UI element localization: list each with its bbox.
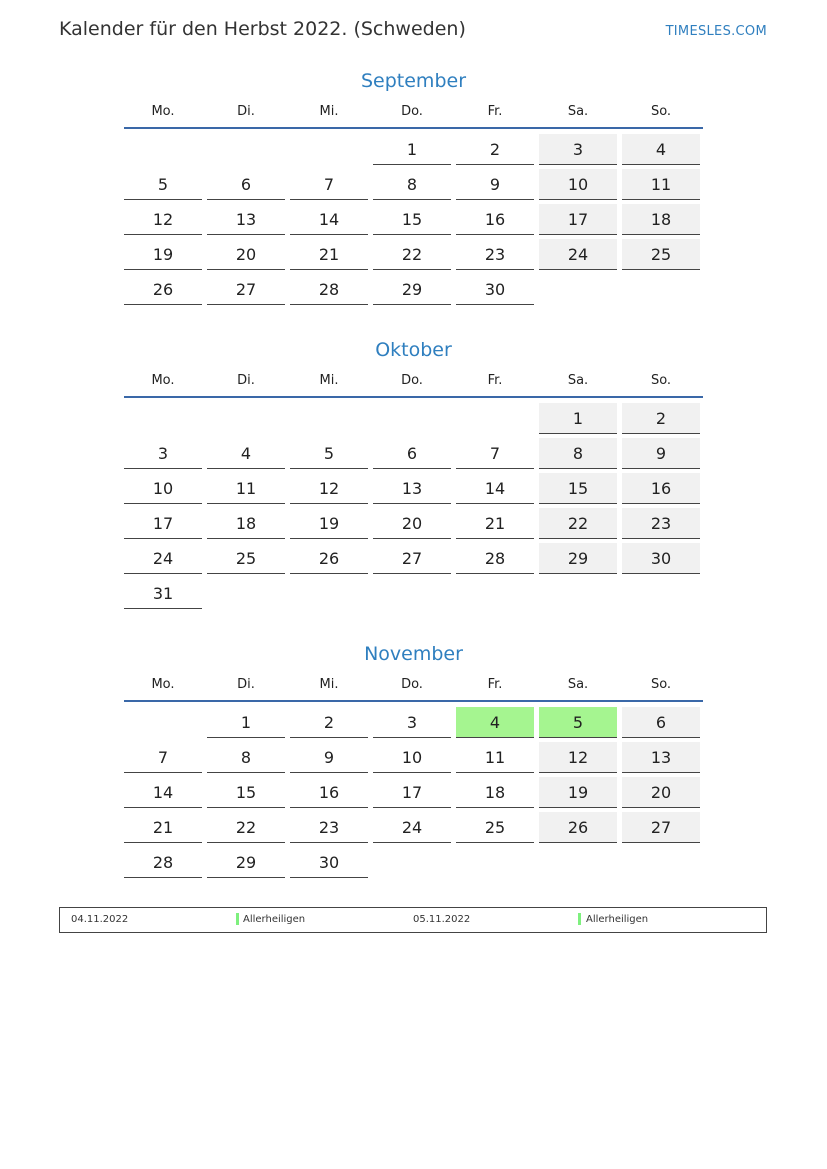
day-cell: 27 (373, 543, 451, 574)
weekday-label: Sa. (567, 677, 589, 692)
day-cell: 14 (124, 777, 202, 808)
weekday-header (124, 373, 703, 388)
day-cell: 17 (124, 508, 202, 539)
day-cell: 20 (373, 508, 451, 539)
weekday-label: Mi. (319, 677, 339, 692)
day-cell: 16 (622, 473, 700, 504)
day-cell: 9 (622, 438, 700, 469)
day-cell: 23 (456, 239, 534, 270)
day-cell: 13 (207, 204, 285, 235)
day-cell: 7 (290, 169, 368, 200)
day-cell: 15 (207, 777, 285, 808)
day-cell: 7 (456, 438, 534, 469)
day-cell: 3 (539, 134, 617, 165)
day-cell: 13 (622, 742, 700, 773)
day-cell: 6 (373, 438, 451, 469)
day-cell: 22 (539, 508, 617, 539)
day-cell: 15 (373, 204, 451, 235)
day-cell: 23 (622, 508, 700, 539)
day-cell: 15 (539, 473, 617, 504)
empty-cell (124, 707, 202, 738)
day-cell: 5 (124, 169, 202, 200)
day-cell: 28 (456, 543, 534, 574)
header-divider (124, 396, 703, 398)
day-cell: 8 (207, 742, 285, 773)
legend-holiday-name: Allerheiligen (243, 914, 306, 925)
day-cell: 21 (124, 812, 202, 843)
day-cell: 17 (373, 777, 451, 808)
day-cell: 25 (207, 543, 285, 574)
empty-cell (290, 134, 368, 165)
day-cell: 25 (456, 812, 534, 843)
day-cell: 30 (290, 847, 368, 878)
day-cell: 4 (207, 438, 285, 469)
day-cell: 14 (290, 204, 368, 235)
day-cell: 2 (290, 707, 368, 738)
month-september (124, 70, 703, 305)
day-grid (124, 134, 703, 305)
weekday-label: Mo. (151, 373, 175, 388)
day-cell: 3 (373, 707, 451, 738)
day-cell: 31 (124, 578, 202, 609)
weekday-label: Mi. (319, 104, 339, 119)
weekday-label: Sa. (567, 373, 589, 388)
day-cell: 17 (539, 204, 617, 235)
day-cell: 24 (124, 543, 202, 574)
day-cell: 27 (622, 812, 700, 843)
day-cell: 9 (290, 742, 368, 773)
day-cell: 19 (124, 239, 202, 270)
day-grid (124, 707, 703, 878)
day-cell: 29 (373, 274, 451, 305)
month-november (124, 643, 703, 878)
holiday-day-cell: 4 (456, 707, 534, 738)
day-cell: 28 (290, 274, 368, 305)
legend-date: 05.11.2022 (413, 914, 471, 925)
page-title: Kalender für den Herbst 2022. (Schweden) (59, 18, 466, 40)
day-cell: 6 (207, 169, 285, 200)
weekday-header (124, 104, 703, 119)
month-name: September (360, 70, 467, 92)
day-cell: 21 (456, 508, 534, 539)
weekday-label: Fr. (487, 104, 503, 119)
day-cell: 30 (622, 543, 700, 574)
day-cell: 27 (207, 274, 285, 305)
holiday-marker-icon (578, 913, 581, 925)
day-cell: 18 (207, 508, 285, 539)
day-cell: 10 (124, 473, 202, 504)
brand-link[interactable]: TIMESLES.COM (665, 24, 767, 39)
day-cell: 2 (456, 134, 534, 165)
day-cell: 11 (456, 742, 534, 773)
day-cell: 20 (622, 777, 700, 808)
legend-date: 04.11.2022 (71, 914, 129, 925)
day-cell: 3 (124, 438, 202, 469)
day-cell: 12 (539, 742, 617, 773)
holiday-legend (59, 907, 767, 933)
day-cell: 30 (456, 274, 534, 305)
day-cell: 10 (373, 742, 451, 773)
header-divider (124, 700, 703, 702)
day-cell: 21 (290, 239, 368, 270)
day-cell: 16 (290, 777, 368, 808)
day-cell: 26 (124, 274, 202, 305)
weekday-label: Do. (401, 104, 423, 119)
day-cell: 1 (539, 403, 617, 434)
weekday-label: Fr. (487, 373, 503, 388)
empty-cell (207, 134, 285, 165)
empty-cell (290, 403, 368, 434)
day-cell: 29 (539, 543, 617, 574)
day-cell: 26 (539, 812, 617, 843)
day-cell: 12 (124, 204, 202, 235)
month-name: November (364, 643, 463, 665)
header-divider (124, 127, 703, 129)
day-cell: 28 (124, 847, 202, 878)
weekday-label: So. (650, 373, 672, 388)
day-cell: 10 (539, 169, 617, 200)
weekday-label: Mo. (151, 104, 175, 119)
weekday-label: Mo. (151, 677, 175, 692)
day-cell: 4 (622, 134, 700, 165)
day-cell: 8 (373, 169, 451, 200)
day-cell: 25 (622, 239, 700, 270)
day-cell: 18 (622, 204, 700, 235)
day-cell: 19 (290, 508, 368, 539)
day-cell: 22 (373, 239, 451, 270)
weekday-label: Sa. (567, 104, 589, 119)
day-cell: 29 (207, 847, 285, 878)
day-cell: 19 (539, 777, 617, 808)
weekday-label: Di. (237, 677, 255, 692)
day-cell: 14 (456, 473, 534, 504)
weekday-label: Fr. (487, 677, 503, 692)
month-oktober (124, 339, 703, 609)
empty-cell (207, 403, 285, 434)
empty-cell (124, 403, 202, 434)
holiday-day-cell: 5 (539, 707, 617, 738)
empty-cell (456, 403, 534, 434)
weekday-label: Mi. (319, 373, 339, 388)
weekday-label: Do. (401, 677, 423, 692)
weekday-header (124, 677, 703, 692)
day-cell: 26 (290, 543, 368, 574)
day-cell: 16 (456, 204, 534, 235)
day-cell: 13 (373, 473, 451, 504)
weekday-label: So. (650, 677, 672, 692)
weekday-label: Di. (237, 104, 255, 119)
day-cell: 11 (207, 473, 285, 504)
day-cell: 6 (622, 707, 700, 738)
month-name: Oktober (375, 339, 452, 361)
day-grid (124, 403, 703, 609)
day-cell: 2 (622, 403, 700, 434)
empty-cell (124, 134, 202, 165)
day-cell: 18 (456, 777, 534, 808)
weekday-label: Do. (401, 373, 423, 388)
day-cell: 9 (456, 169, 534, 200)
holiday-marker-icon (236, 913, 239, 925)
weekday-label: Di. (237, 373, 255, 388)
day-cell: 1 (373, 134, 451, 165)
weekday-label: So. (650, 104, 672, 119)
day-cell: 5 (290, 438, 368, 469)
day-cell: 23 (290, 812, 368, 843)
legend-holiday-name: Allerheiligen (586, 914, 649, 925)
day-cell: 20 (207, 239, 285, 270)
day-cell: 22 (207, 812, 285, 843)
day-cell: 11 (622, 169, 700, 200)
empty-cell (373, 403, 451, 434)
day-cell: 1 (207, 707, 285, 738)
day-cell: 7 (124, 742, 202, 773)
day-cell: 12 (290, 473, 368, 504)
day-cell: 8 (539, 438, 617, 469)
day-cell: 24 (539, 239, 617, 270)
day-cell: 24 (373, 812, 451, 843)
